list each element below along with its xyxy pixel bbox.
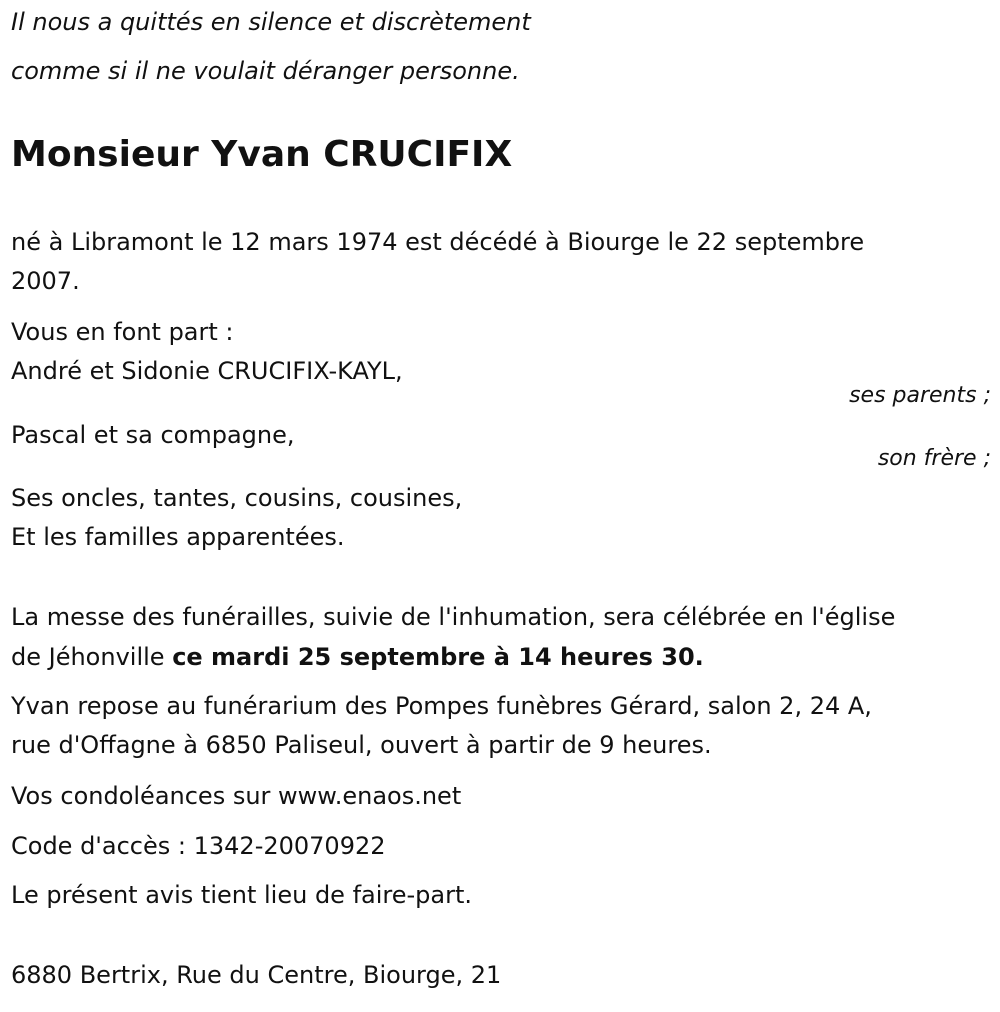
role-brother: son frère ;	[877, 446, 991, 471]
intro-line-1: Il nous a quittés en silence et discrètement	[11, 8, 531, 36]
birth-death-line-2: 2007.	[11, 267, 80, 295]
funeral-location: de Jéhonville	[11, 643, 173, 671]
access-code: Code d'accès : 1342-20070922	[11, 832, 386, 860]
funeral-line-1: La messe des funérailles, suivie de l'inhumation, sera célébrée en l'église	[11, 603, 896, 631]
announcer-brother: Pascal et sa compagne,	[11, 421, 295, 449]
intro-line-2: comme si il ne voulait déranger personne.	[11, 57, 520, 85]
rest-line-2: rue d'Offagne à 6850 Paliseul, ouvert à partir de 9 heures.	[11, 731, 712, 759]
role-parents: ses parents ;	[849, 383, 991, 408]
birth-death-line-1: né à Libramont le 12 mars 1974 est décédé à Biourge le 22 septembre	[11, 228, 865, 256]
announcer-families: Et les familles apparentées.	[11, 523, 345, 551]
condolences-link: Vos condoléances sur www.enaos.net	[11, 782, 462, 810]
deceased-name: Monsieur Yvan CRUCIFIX	[11, 134, 513, 175]
rest-line-1: Yvan repose au funérarium des Pompes funèbres Gérard, salon 2, 24 A,	[11, 692, 872, 720]
announcers-intro: Vous en font part :	[11, 318, 234, 346]
notice-text: Le présent avis tient lieu de faire-part.	[11, 881, 473, 909]
announcer-relatives: Ses oncles, tantes, cousins, cousines,	[11, 484, 463, 512]
address: 6880 Bertrix, Rue du Centre, Biourge, 21	[11, 961, 502, 989]
funeral-datetime: ce mardi 25 septembre à 14 heures 30.	[172, 643, 704, 671]
announcer-parents: André et Sidonie CRUCIFIX-KAYL,	[11, 357, 403, 385]
funeral-line-2	[11, 643, 704, 671]
